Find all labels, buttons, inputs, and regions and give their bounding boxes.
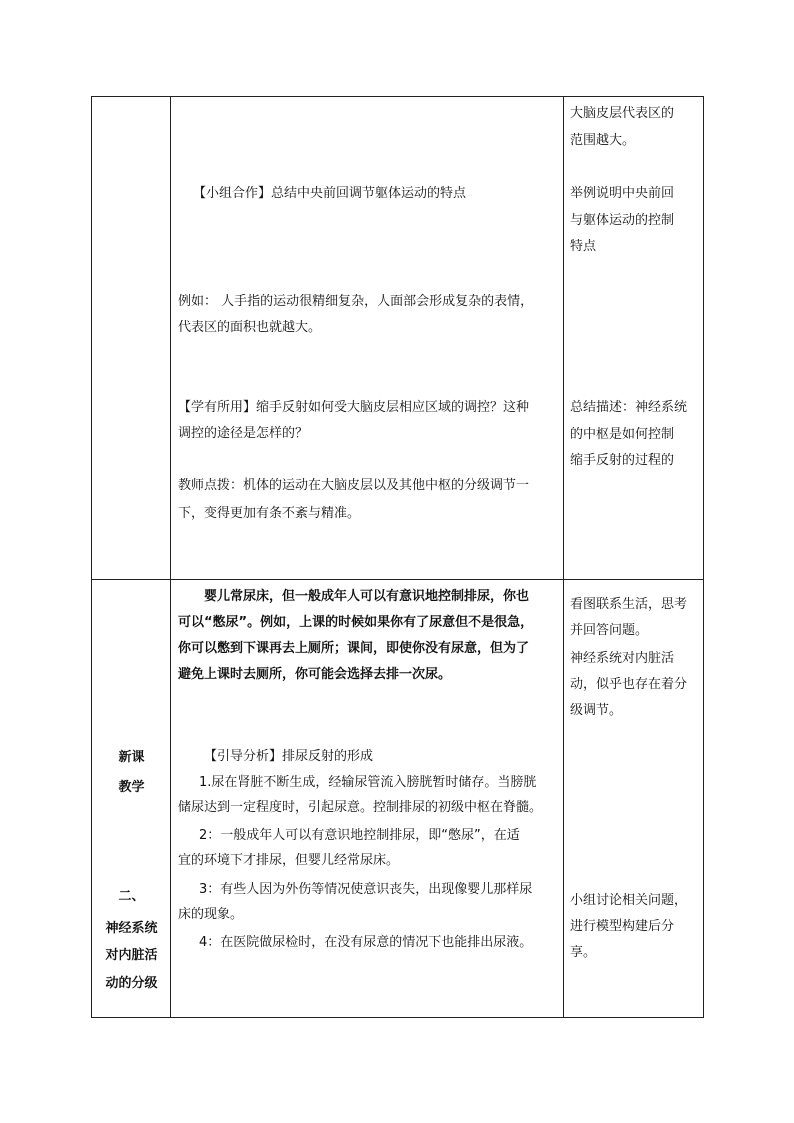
section-label-line: 二、: [118, 889, 145, 904]
guide-heading: 【引导分析】排尿反射的形成: [204, 749, 374, 764]
apply-prompt-line-2: 调控的途径是怎样的？: [178, 426, 309, 441]
right-note-line: 总结描述：神经系统: [570, 400, 688, 415]
row1-left-cell: [92, 97, 171, 580]
section-label-line: 动的分级: [105, 976, 158, 991]
guide-item-line: 4：在医院做尿检时，在没有尿意的情况下也能排出尿液。: [199, 935, 533, 950]
guide-item-line: 2：一般成年人可以有意识地控制排尿，即“憋尿”，在适: [199, 828, 520, 843]
apply-prompt-line-1: 【学有所用】缩手反射如何受大脑皮层相应区域的调控？这种: [178, 400, 530, 415]
right-note-line: 小组讨论相关问题，: [570, 893, 688, 908]
lesson-plan-table: [91, 96, 704, 1018]
intro-line: 你可以憋到下课再去上厕所；课间，即使你没有尿意，但为了: [178, 641, 530, 656]
right-note-line: 进行模型构建后分: [570, 919, 675, 934]
right-note-line: 神经系统对内脏活: [570, 651, 675, 666]
row2-right-cell: [564, 580, 704, 1018]
intro-line: 可以“憋尿”。例如，上课的时候如果你有了尿意但不是很急，: [178, 615, 534, 630]
right-note-line: 动，似乎也存在着分: [570, 677, 688, 692]
teacher-note-line-2: 下，变得更加有条不紊与精准。: [178, 506, 361, 521]
right-note-line: 大脑皮层代表区的: [570, 106, 675, 121]
right-note-line: 级调节。: [570, 703, 623, 718]
intro-line: 避免上课时去厕所，你可能会选择去排一次尿。: [178, 667, 452, 682]
row2-middle-cell: [171, 580, 564, 1018]
section-label-line: 对内脏活: [105, 948, 158, 963]
right-note-line: 享。: [570, 945, 597, 960]
row1-right-cell: [564, 97, 704, 580]
right-note-line: 举例说明中央前回: [570, 186, 675, 201]
group-work-prompt: 【小组合作】总结中央前回调节躯体运动的特点: [193, 186, 467, 201]
guide-item-line: 宜的环境下才排尿，但婴儿经常尿床。: [178, 853, 400, 868]
guide-item-line: 储尿达到一定程度时，引起尿意。控制排尿的初级中枢在脊髓。: [178, 800, 543, 815]
guide-item-line: 1.尿在肾脏不断生成，经输尿管流入膀胱暂时储存。当膀胱: [199, 775, 537, 790]
table-row: [92, 580, 704, 1018]
example-line-1: 例如： 人手指的运动很精细复杂，人面部会形成复杂的表情，: [178, 294, 534, 309]
row2-left-cell: [92, 580, 171, 1018]
section-label-line: 神经系统: [105, 921, 158, 936]
guide-item-line: 3：有些人因为外伤等情况使意识丧失，出现像婴儿那样尿: [199, 882, 533, 897]
example-line-2: 代表区的面积也就越大。: [178, 320, 322, 335]
teacher-note-line-1: 教师点拨：机体的运动在大脑皮层以及其他中枢的分级调节一: [178, 478, 530, 493]
right-note-line: 与躯体运动的控制: [570, 213, 675, 228]
right-note-line: 范围越大。: [570, 133, 636, 148]
intro-line: 婴儿常尿床，但一般成年人可以有意识地控制排尿，你也: [204, 589, 530, 604]
right-note-line: 看图联系生活，思考: [570, 597, 688, 612]
guide-item-line: 床的现象。: [178, 907, 244, 922]
right-note-line: 的中枢是如何控制: [570, 427, 675, 442]
section-label-line: 新课: [118, 750, 145, 765]
section-label-line: 教学: [118, 780, 145, 795]
right-note-line: 特点: [570, 239, 597, 254]
right-note-line: 并回答问题。: [570, 623, 649, 638]
row1-middle-cell: [171, 97, 564, 580]
right-note-line: 缩手反射的过程的: [570, 453, 675, 468]
table-row: [92, 97, 704, 580]
